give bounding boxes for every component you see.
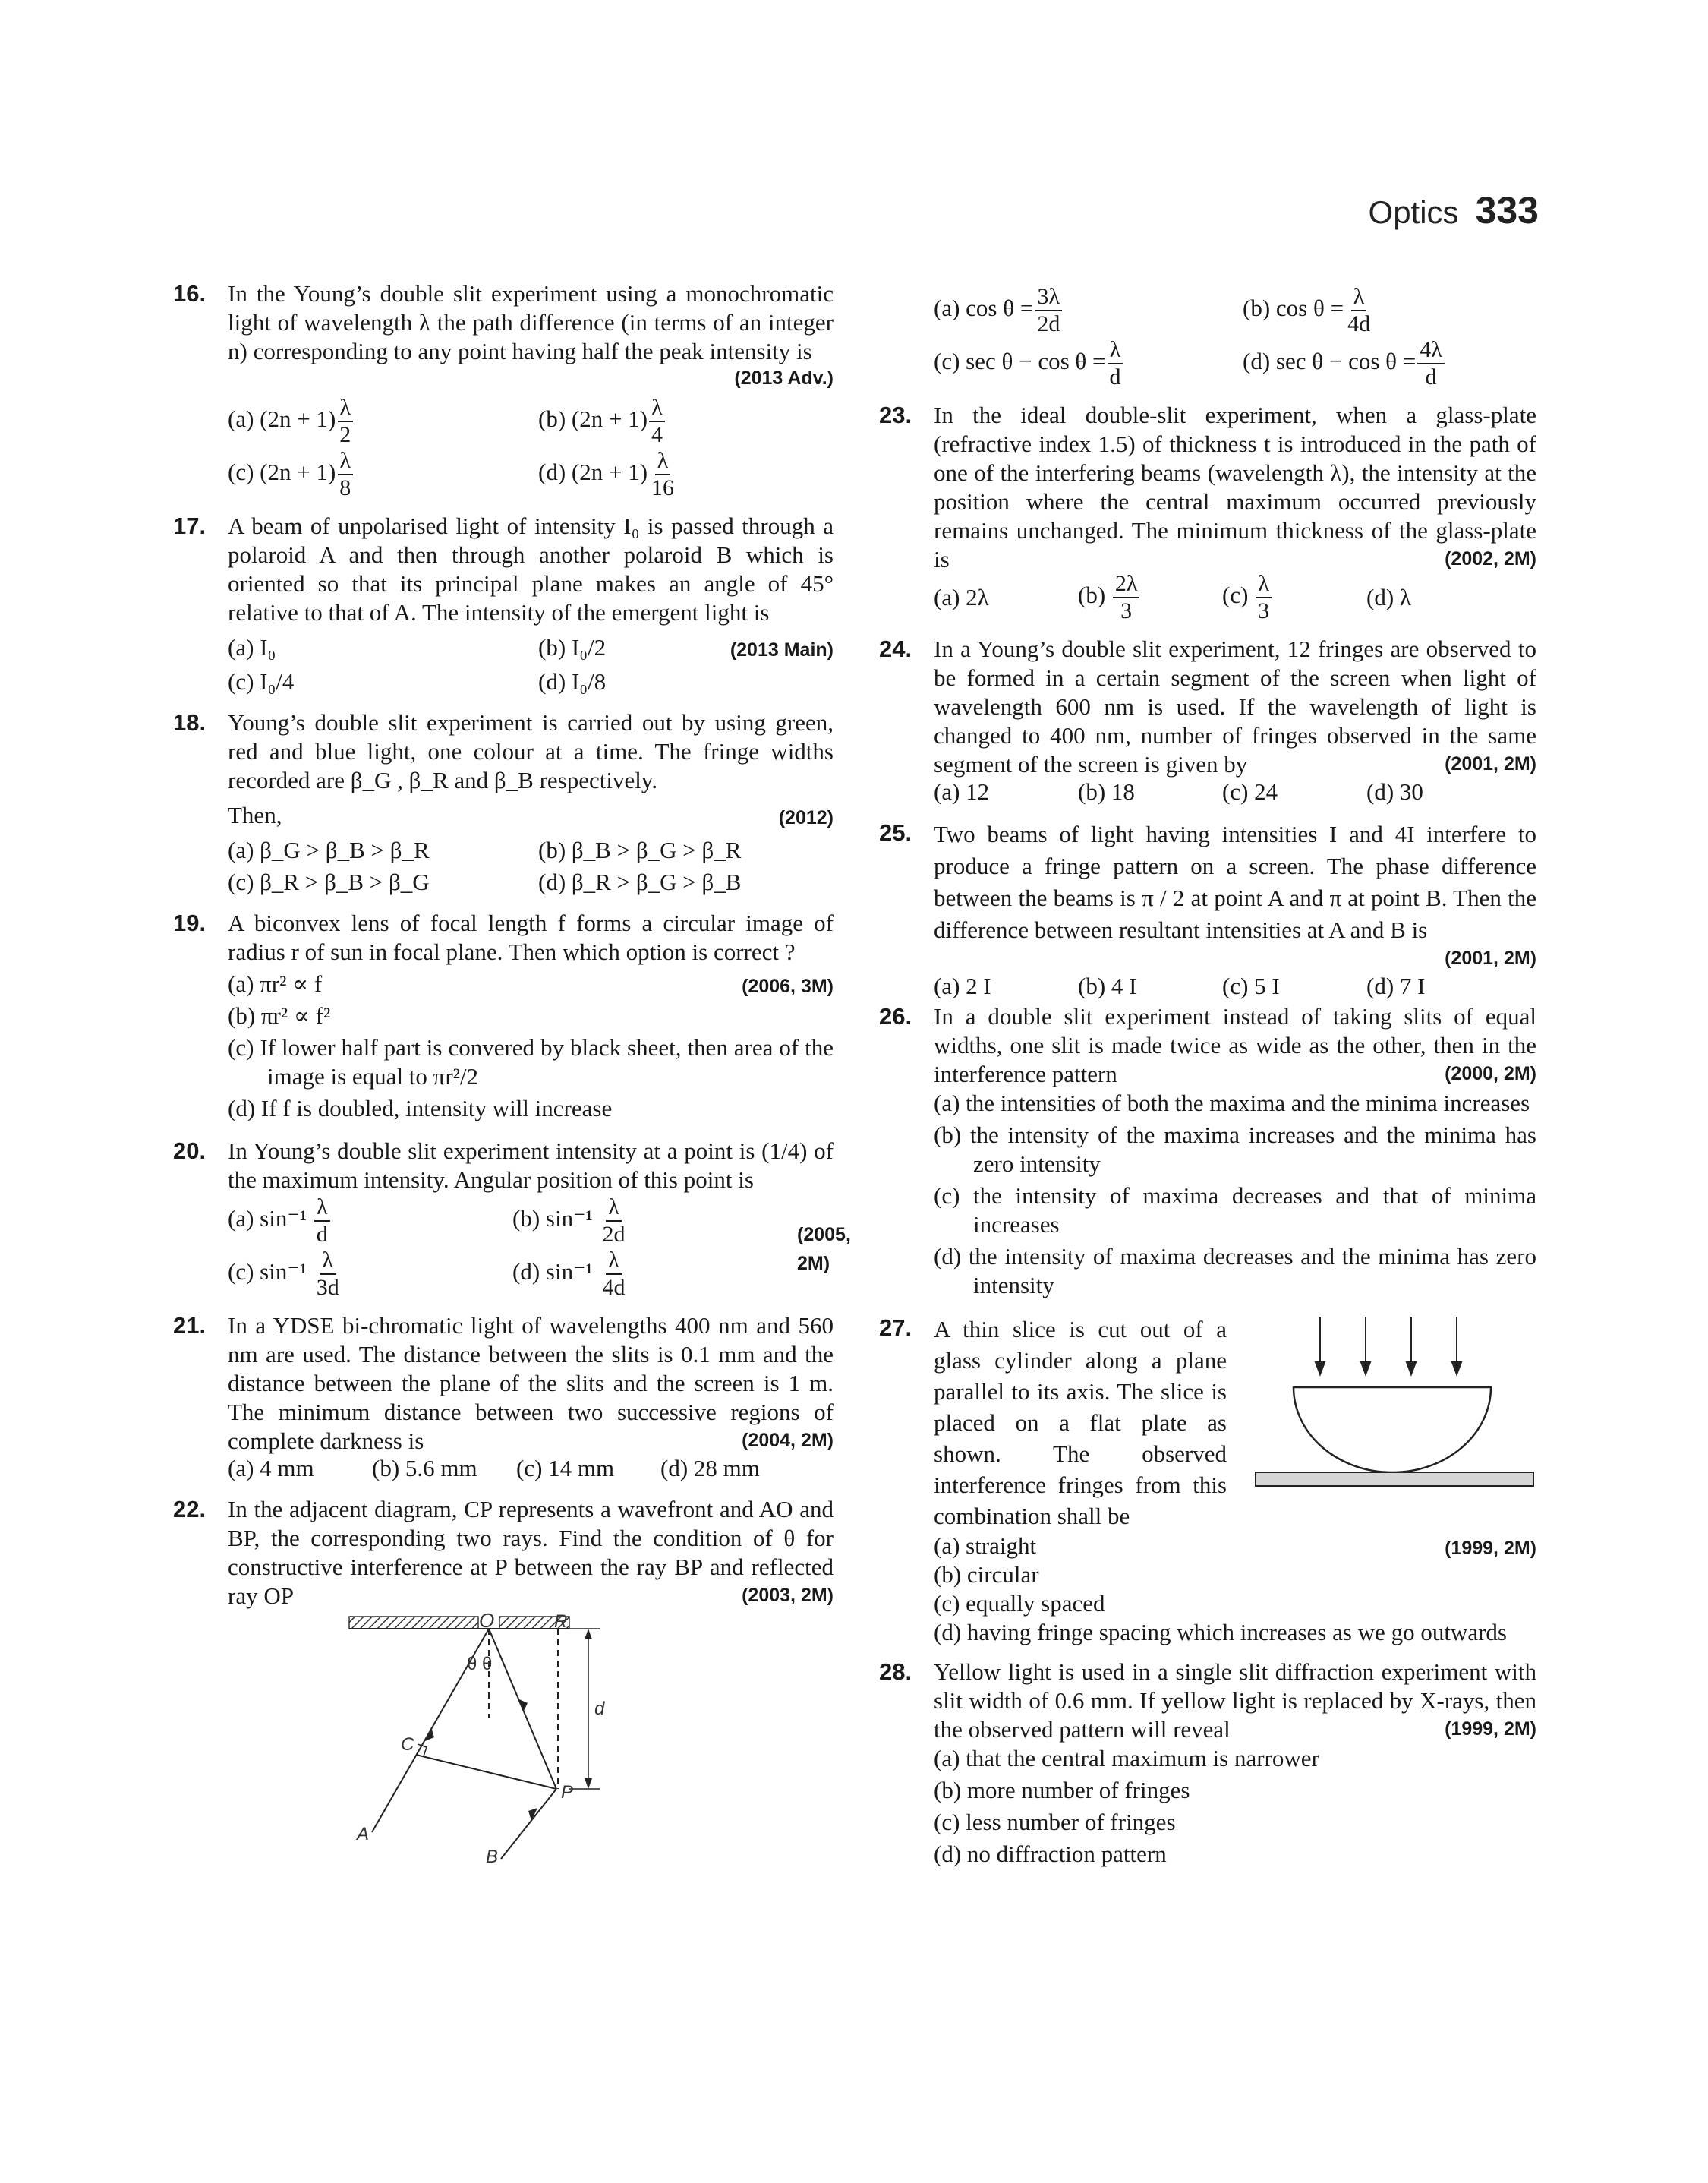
option-d: (d) λ: [1366, 584, 1411, 610]
label-R: R: [554, 1612, 568, 1632]
exam-source: (2012): [778, 807, 834, 828]
option-c: (c) 14 mm: [516, 1455, 615, 1481]
question-text: In a double slit experiment instead of taking slits of equal widths, one slit is made twice as wide as the other, then in the interference pattern: [934, 1003, 1536, 1087]
option-b: (b) sin⁻¹ $\frac{\lambda}{2d}$: [512, 1194, 626, 1247]
wavefront-diagram: [342, 1612, 660, 1866]
options: [228, 1194, 851, 1301]
options: [228, 395, 834, 501]
question-then: Then,: [228, 802, 282, 828]
options: [228, 834, 834, 898]
question-number: 21.: [173, 1312, 206, 1339]
question-number: 22.: [173, 1496, 206, 1522]
question-number: 19.: [173, 910, 206, 936]
option-c: (c) sec θ − cos θ = $\frac{\lambda}{d}$: [934, 337, 1227, 390]
label-C: C: [401, 1734, 414, 1755]
question-text: In the adjacent diagram, CP represents a wavefront and AO and BP, the corresponding two rays. Find the condition of θ for constructive interference at P between the ray BP and reflected ray OP: [228, 1496, 834, 1609]
mirror-surface-left: [349, 1617, 478, 1629]
glass-slice-diagram: [1248, 1308, 1536, 1505]
option-d: (d) sin⁻¹ $\frac{\lambda}{4d}$: [512, 1248, 626, 1300]
question-number: 25.: [879, 819, 912, 846]
question-number: 27.: [879, 1314, 912, 1341]
question-number: 24.: [879, 636, 912, 662]
option-c: (c) 5 I: [1222, 973, 1280, 999]
option-b: (b) (2n + 1) $\frac{\lambda}{4}$: [538, 395, 834, 448]
ray-BP: [501, 1789, 556, 1859]
exam-source: (2001, 2M): [1445, 948, 1536, 969]
question-text: In the ideal double-slit experiment, when a glass-plate (refractive index 1.5) of thickness t is introduced in the path of one of the interfering beams (wavelength λ), the intensity at the position where the central maximum occurred previously remains unchanged. The minimum thickness of the glass-plate is: [934, 402, 1536, 573]
option-a: (a) straight (1999, 2M): [934, 1532, 1536, 1560]
exam-source: (2005, 2M): [797, 1223, 851, 1274]
options: [934, 571, 1536, 624]
exam-source: (2003, 2M): [742, 1585, 834, 1606]
option-d: (d) having fringe spacing which increases as we go outwards: [934, 1619, 1507, 1645]
option-a: (a) β_G > β_B > β_R: [228, 837, 430, 863]
exam-source: (2000, 2M): [1445, 1063, 1536, 1084]
question-23: [879, 401, 1536, 624]
option-b: (b) circular: [934, 1561, 1039, 1588]
question-24: [879, 635, 1536, 808]
option-a: (a) that the central maximum is narrower: [934, 1745, 1319, 1771]
question-number: 20.: [173, 1137, 206, 1164]
option-c: (c) less number of fringes: [934, 1809, 1176, 1835]
page-number: 333: [1475, 189, 1539, 232]
option-c: (c) I₀/4: [228, 668, 295, 695]
question-25: [879, 819, 1536, 1002]
question-text: In the Young’s double slit experiment using a monochromatic light of wavelength λ the path difference (in terms of an integer n) corresponding to any point having half the peak intensity is: [228, 280, 834, 364]
wavefront-CP: [416, 1755, 556, 1789]
option-b: (b) $\frac{2\lambda}{3}$: [1078, 571, 1222, 624]
question-text: A biconvex lens of focal length f forms a circular image of radius r of sun in focal plane. Then which option is correct ?: [228, 910, 834, 965]
option-b: (b) πr² ∝ f²: [228, 1002, 331, 1029]
option-b: (b) cos θ = $\frac{\lambda}{4d}$: [1243, 284, 1371, 336]
question-28: [879, 1658, 1536, 1869]
option-d: (d) If f is doubled, intensity will increase: [228, 1095, 613, 1121]
label-A: A: [357, 1824, 370, 1844]
option-b: (b) 4 I: [1078, 973, 1137, 999]
option-d: (d) 30: [1366, 778, 1423, 805]
options: [228, 632, 834, 698]
question-text: In a YDSE bi-chromatic light of wavelengths 400 nm and 560 nm are used. The distance between the slits is 0.1 mm and the distance between the plane of the slits and the screen is 1 m. The minimum distance between two successive regions of complete darkness is: [228, 1312, 834, 1454]
option-b: (b) 18: [1078, 778, 1135, 805]
exam-source: (2002, 2M): [1445, 548, 1536, 569]
option-c: (c) β_R > β_B > β_G: [228, 869, 430, 895]
option-a: (a) 2λ: [934, 584, 989, 610]
option-a: (a) 2 I: [934, 973, 991, 999]
question-22-options: [879, 284, 1536, 390]
option-c: (c) the intensity of maxima decreases and that of minima increases: [934, 1182, 1536, 1238]
question-16: [173, 279, 834, 501]
option-b: (b) β_B > β_G > β_R: [538, 837, 742, 863]
option-c: (c) (2n + 1) $\frac{\lambda}{8}$: [228, 448, 523, 501]
option-c: (c) equally spaced: [934, 1590, 1105, 1617]
exam-source: (2013 Main): [730, 639, 834, 661]
option-a: (a) sin⁻¹ $\frac{\lambda}{d}$: [228, 1194, 512, 1248]
question-number: 26.: [879, 1003, 912, 1030]
question-text: In a Young’s double slit experiment, 12 fringes are observed to be formed in a certain segment of the screen when light of wavelength 600 nm is used. If the wavelength of light is changed to 400 nm, number of fringes observed in the same segment of the screen is given by: [934, 636, 1536, 778]
option-a: (a) (2n + 1) $\frac{\lambda}{2}$: [228, 395, 523, 448]
question-number: 23.: [879, 402, 912, 428]
option-b: (b) more number of fringes: [934, 1777, 1190, 1803]
page-header: [1369, 188, 1539, 232]
option-a: (a) I₀: [228, 634, 276, 661]
option-d: (d) β_R > β_G > β_B: [538, 869, 742, 895]
option-b: (b) I₀/2 (2013 Main): [538, 632, 834, 666]
right-column: [879, 279, 1536, 1872]
option-a: (a) πr² ∝ f (2006, 3M): [228, 970, 834, 998]
section-title: Optics: [1368, 194, 1459, 230]
exam-source: (2001, 2M): [1445, 753, 1536, 774]
glass-slice: [1294, 1387, 1491, 1472]
option-d: (d) (2n + 1) $\frac{\lambda}{16}$: [538, 448, 675, 500]
label-d: d: [594, 1699, 605, 1719]
question-text: Two beams of light having intensities I and 4I interfere to produce a fringe pattern on a screen. The phase difference between the beams is π / 2 at point A and π at point B. Then the difference between resultant intensities at A and B is: [934, 821, 1536, 943]
exam-source: (1999, 2M): [1445, 1718, 1536, 1740]
question-text: A beam of unpolarised light of intensity I₀ is passed through a polaroid A and then through another polaroid B which is oriented so that its principal plane makes an angle of 45° relative to that of A. The intensity of the emergent light is: [228, 513, 834, 626]
question-number: 16.: [173, 280, 206, 307]
option-c: (c) sin⁻¹ $\frac{\lambda}{3d}$: [228, 1248, 339, 1300]
question-text: Young’s double slit experiment is carried out by using green, red and blue light, one colour at a time. The fringe widths recorded are β_G , β_R and β_B respectively.: [228, 709, 834, 793]
options: [934, 284, 1536, 390]
exam-source: (2006, 3M): [742, 976, 834, 997]
option-c: (c) 24: [1222, 778, 1278, 805]
option-a: (a) cos θ = $\frac{3\lambda}{2d}$: [934, 284, 1227, 337]
question-17: [173, 512, 834, 698]
label-theta: θ θ: [467, 1654, 493, 1674]
option-b: (b) 5.6 mm: [372, 1455, 477, 1481]
question-number: 17.: [173, 513, 206, 539]
question-text: In Young’s double slit experiment intensity at a point is (1/4) of the maximum intensity. Angular position of this point is: [228, 1137, 834, 1193]
option-d: (d) 28 mm: [660, 1455, 760, 1481]
flat-plate: [1256, 1472, 1533, 1486]
left-column: [173, 279, 851, 1866]
option-d: (d) 7 I: [1366, 973, 1426, 999]
option-d: (d) the intensity of maxima decreases and the minima has zero intensity: [934, 1243, 1536, 1298]
exam-source: (2013 Adv.): [734, 368, 834, 389]
option-b: (b) the intensity of the maxima increases and the minima has zero intensity: [934, 1121, 1536, 1177]
question-18: [173, 708, 834, 898]
question-text: A thin slice is cut out of a glass cylinder along a plane parallel to its axis. The slice is placed on a flat plate as shown. The observed interference fringes from this combination shall be: [934, 1316, 1227, 1529]
question-22: [173, 1495, 834, 1866]
option-d: (d) I₀/8: [538, 668, 607, 695]
option-c: (c) $\frac{\lambda}{3}$: [1222, 571, 1366, 624]
option-a: (a) 4 mm: [228, 1455, 314, 1481]
ray-OP: [489, 1629, 556, 1789]
question-text: Yellow light is used in a single slit diffraction experiment with slit width of 0.6 mm. If yellow light is replaced by X-rays, then the observed pattern will reveal: [934, 1658, 1536, 1743]
option-d: (d) no diffraction pattern: [934, 1841, 1167, 1867]
option-a: (a) 12: [934, 778, 990, 805]
option-c: (c) If lower half part is convered by black sheet, then area of the image is equal to πr²/2: [228, 1034, 834, 1090]
question-27: [879, 1314, 1536, 1647]
label-B: B: [486, 1847, 499, 1866]
question-19: [173, 909, 834, 1123]
exam-source: (2004, 2M): [742, 1430, 834, 1451]
options: [934, 776, 1536, 808]
question-number: 28.: [879, 1658, 912, 1685]
label-O: O: [479, 1612, 495, 1632]
options: [228, 1453, 834, 1484]
options: [934, 970, 1536, 1002]
label-P: P: [561, 1782, 574, 1803]
question-number: 18.: [173, 709, 206, 736]
question-21: [173, 1311, 834, 1484]
option-d: (d) sec θ − cos θ = $\frac{4\lambda}{d}$: [1243, 337, 1536, 390]
option-a: (a) the intensities of both the maxima and the minima increases: [934, 1090, 1530, 1116]
question-26: [879, 1002, 1536, 1300]
question-20: [173, 1137, 851, 1301]
incident-light-arrows: [1316, 1317, 1461, 1374]
exam-source: (1999, 2M): [1445, 1538, 1536, 1559]
